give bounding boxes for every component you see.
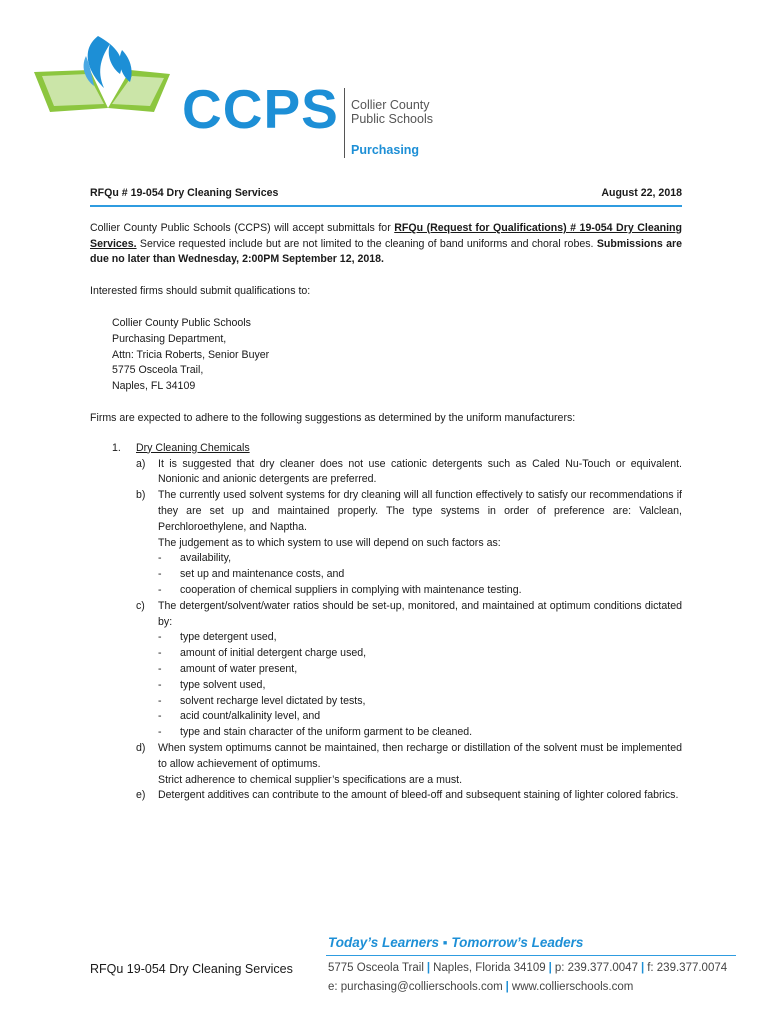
item-letter: e) <box>136 789 146 802</box>
item-letter: a) <box>136 457 146 470</box>
logo-wordmark: CCPS <box>182 78 339 140</box>
mailing-address <box>112 316 682 395</box>
footer-website[interactable]: www.collierschools.com <box>511 981 634 993</box>
ccps-logo <box>30 30 450 157</box>
bullet-item <box>158 551 682 567</box>
submit-instructions: Interested firms should submit qualifications to: <box>90 285 311 298</box>
due-date-notice: Submissions are due no later than Wednesday, 2:00PM September 12, 2018. <box>90 237 682 266</box>
intro-text: Collier County Public Schools (CCPS) will accept submittals for <box>90 221 395 234</box>
footer-city: Naples, Florida 34109 <box>433 962 546 974</box>
bullet-dash: - <box>158 568 162 581</box>
footer-email[interactable]: e: purchasing@collierschools.com <box>328 981 503 993</box>
requirements-list <box>112 441 682 804</box>
item-text: It is suggested that dry cleaner does not use cationic detergents such as Caled Nu-Touch or equivalent. Nonionic and anionic detergents are preferred. <box>158 457 682 486</box>
list-item-a <box>136 457 682 489</box>
footer-contact-line <box>328 962 727 974</box>
book-flame-logo-icon <box>30 30 180 140</box>
doc-heading-line <box>90 186 682 207</box>
item-body <box>158 741 682 788</box>
item-text: Strict adherence to chemical supplier’s specifications are a must. <box>158 773 463 786</box>
logo-divider <box>344 88 345 158</box>
list-item-b <box>136 488 682 599</box>
bullet-text: amount of initial detergent charge used, <box>180 647 367 660</box>
bullet-text: type solvent used, <box>180 678 266 691</box>
bullet-item <box>158 725 682 741</box>
item-letter: b) <box>136 489 146 502</box>
bullet-text: amount of water present, <box>180 662 298 675</box>
bullet-text: cooperation of chemical suppliers in complying with maintenance testing. <box>180 583 522 596</box>
bullet-dash: - <box>158 726 162 739</box>
item-text: Detergent additives can contribute to the amount of bleed-off and subsequent staining of lighter colored fabrics. <box>158 789 679 802</box>
department-label: Purchasing <box>351 143 420 157</box>
address-line: 5775 Osceola Trail, <box>112 364 204 377</box>
bullet-item <box>158 709 682 725</box>
bullet-text: solvent recharge level dictated by tests, <box>180 694 366 707</box>
item-letter: d) <box>136 741 146 754</box>
footer-rule <box>326 955 736 956</box>
footer-tagline: Today’s Learners ▪ Tomorrow’s Leaders <box>328 935 584 950</box>
bullet-text: type and stain character of the uniform garment to be cleaned. <box>180 726 473 739</box>
doc-date: August 22, 2018 <box>601 187 682 199</box>
footer-separator: | <box>505 981 509 993</box>
item-text: The detergent/solvent/water ratios should be set-up, monitored, and maintained at optimum conditions dictated by: <box>158 599 682 628</box>
address-line: Collier County Public Schools <box>112 316 251 329</box>
org-line-1: Collier County <box>351 98 430 112</box>
item-text: The judgement as to which system to use will depend on such factors as: <box>158 536 501 549</box>
document-body <box>90 186 682 804</box>
expectation-statement: Firms are expected to adhere to the following suggestions as determined by the uniform manufacturers: <box>90 411 576 424</box>
address-line: Attn: Tricia Roberts, Senior Buyer <box>112 348 270 361</box>
bullet-item <box>158 646 682 662</box>
bullet-text: type detergent used, <box>180 631 277 644</box>
address-line: Purchasing Department, <box>112 332 227 345</box>
footer-separator: | <box>426 962 431 974</box>
section-number: 1. <box>112 441 121 454</box>
item-body <box>158 599 682 741</box>
item-letter: c) <box>136 599 145 612</box>
bullet-item <box>158 583 682 599</box>
bullet-dash: - <box>158 678 162 691</box>
footer-separator: | <box>548 962 552 974</box>
footer-document-ref: RFQu 19-054 Dry Cleaning Services <box>90 962 293 976</box>
bullet-dash: - <box>158 662 162 675</box>
section-heading <box>112 441 682 457</box>
org-line-2: Public Schools <box>351 112 433 126</box>
bullet-dash: - <box>158 552 162 565</box>
org-name <box>351 98 433 126</box>
bullet-dash: - <box>158 710 162 723</box>
rfq-title-link: RFQu (Request for Qualifications) # 19-054 Dry Cleaning Services. <box>90 221 682 250</box>
footer-contact-line-2 <box>328 981 633 993</box>
item-text: When system optimums cannot be maintained, then recharge or distillation of the solvent must be implemented to allow achievement of optimums. <box>158 741 682 770</box>
list-item-c <box>136 599 682 741</box>
bullet-item <box>158 630 682 646</box>
bullet-text: set up and maintenance costs, and <box>180 568 345 581</box>
intro-paragraph <box>90 221 682 268</box>
intro-text-2: Service requested include but are not limited to the cleaning of band uniforms and choral robes. <box>136 237 597 250</box>
section-title: Dry Cleaning Chemicals <box>136 441 250 454</box>
bullet-dash: - <box>158 647 162 660</box>
footer-separator: | <box>640 962 645 974</box>
rfq-reference: RFQu # 19-054 Dry Cleaning Services <box>90 187 279 199</box>
bullet-item <box>158 678 682 694</box>
bullet-item <box>158 567 682 583</box>
footer-fax: f: 239.377.0074 <box>647 962 728 974</box>
bullet-dash: - <box>158 631 162 644</box>
item-text: The currently used solvent systems for dry cleaning will all function effectively to satisfy our recommendations if they are set up and maintained properly. The type systems in order of preference are: Valclean, Perchloroethylene, and Naptha. <box>158 489 682 533</box>
list-item-d <box>136 741 682 788</box>
bullet-dash: - <box>158 583 162 596</box>
bullet-dash: - <box>158 694 162 707</box>
address-line: Naples, FL 34109 <box>112 380 196 393</box>
bullet-item <box>158 694 682 710</box>
footer-address: 5775 Osceola Trail <box>328 962 424 974</box>
bullet-text: availability, <box>180 552 232 565</box>
bullet-text: acid count/alkalinity level, and <box>180 710 321 723</box>
list-item-e <box>136 788 682 804</box>
item-body <box>158 488 682 599</box>
footer-phone: p: 239.377.0047 <box>554 962 638 974</box>
bullet-item <box>158 662 682 678</box>
